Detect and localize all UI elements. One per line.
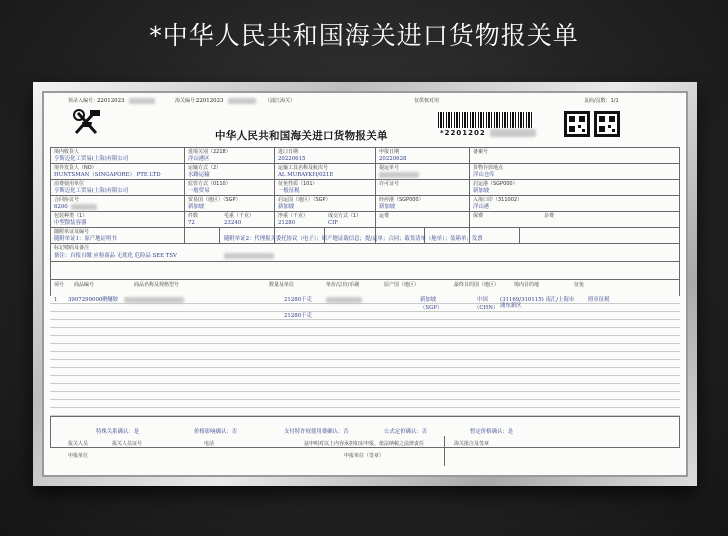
royalty-confirm: 支付特许权使用费确认：否 bbox=[284, 429, 349, 435]
license-label: 许可证号 bbox=[379, 181, 400, 187]
redacted-price bbox=[326, 297, 362, 303]
gross-weight-label: 毛重（千克） bbox=[224, 213, 255, 219]
form-title: 中华人民共和国海关进口货物报关单 bbox=[215, 130, 388, 142]
docs-value-2: 随附单证2：代理报关委托协议（电子）；原产地证载信息；提/运单；合同；载货清单（舱单）；装箱单；发票 bbox=[224, 236, 483, 242]
col-goods-name: 商品名称及规格型号 bbox=[134, 282, 180, 288]
gross-weight-value: 23240 bbox=[224, 220, 242, 226]
grid-line bbox=[50, 179, 680, 180]
supervision-label: 监管方式（0110） bbox=[188, 181, 231, 187]
goods-qty-2: 21280千克 bbox=[284, 313, 312, 319]
declare-unit-seal: 申报单位（签章） bbox=[344, 453, 385, 459]
deal-label: 成交方式（1） bbox=[328, 213, 362, 219]
transit-port-label: 经停港（SGP000） bbox=[379, 197, 424, 203]
import-date-label: 进口日期 bbox=[278, 149, 299, 155]
customs-declaration-form bbox=[44, 93, 686, 475]
col-destination: 最终目的国（地区） bbox=[454, 282, 500, 288]
pieces-label: 件数 bbox=[188, 213, 199, 219]
grid-line bbox=[50, 416, 680, 417]
docs-label: 随附单证及编号 bbox=[54, 229, 90, 235]
vessel-value: AL MURAYKH/021E bbox=[278, 172, 334, 178]
docs-value: 随附单证1：原产地证明书 bbox=[54, 236, 117, 242]
customs-emblem-icon bbox=[72, 109, 102, 137]
customs-name: （浦江海关） bbox=[265, 98, 296, 104]
temp-price: 暂定价格确认：是 bbox=[470, 429, 514, 435]
customs-no-label: 海关编号： bbox=[175, 98, 201, 104]
port-label: 启运港（SGP000） bbox=[473, 181, 518, 187]
origin-country-label: 启运国（地区）（SGP） bbox=[278, 197, 331, 203]
package-label: 包装种类（1） bbox=[54, 213, 88, 219]
redacted-contract bbox=[71, 204, 97, 210]
goods-dest-code: （CHN） bbox=[474, 305, 499, 311]
port-value: 新加坡 bbox=[473, 188, 490, 194]
price-impact: 价格影响确认：否 bbox=[194, 429, 238, 435]
special-relationship: 特殊关系确认：是 bbox=[96, 429, 140, 435]
marks-label: 标记唛码及备注 bbox=[54, 245, 90, 251]
redacted-barcode bbox=[490, 129, 536, 137]
transport-label: 运输方式（2） bbox=[188, 165, 222, 171]
storage-label: 货物存放地点 bbox=[473, 165, 504, 171]
grid-line bbox=[50, 447, 680, 448]
transport-value: 水路运输 bbox=[188, 172, 210, 178]
consignee-label: 境内收货人 bbox=[54, 149, 80, 155]
storage-value: 洋山仓库 bbox=[473, 172, 495, 178]
copy-note: 仅供核对用 bbox=[414, 98, 440, 104]
supervision-value: 一般贸易 bbox=[188, 188, 210, 194]
qr-code-icons bbox=[564, 111, 622, 137]
tax-label: 征免性质（101） bbox=[278, 181, 318, 187]
goods-domestic-dest: (31169/310115) 南汇/上海市 浦东新区 bbox=[500, 297, 575, 309]
formula-price: 公式定价确认：否 bbox=[384, 429, 428, 435]
vessel-label: 运输工具名称及航次号 bbox=[278, 165, 329, 171]
redacted-pre-entry bbox=[129, 98, 155, 104]
goods-origin-code: （SGP） bbox=[420, 305, 443, 311]
foreign-shipper-label: 境外发货人（NO） bbox=[54, 165, 97, 171]
redacted-marks bbox=[224, 253, 274, 259]
entry-place-value: 洋山港 bbox=[473, 204, 490, 210]
col-origin: 原产国（地区） bbox=[384, 282, 420, 288]
grid-line bbox=[184, 147, 185, 243]
transit-port-value: 新加坡 bbox=[379, 204, 396, 210]
net-weight-label: 净重（千克） bbox=[278, 213, 309, 219]
grid-line bbox=[219, 227, 220, 243]
page-headline: *中华人民共和国海关进口货物报关单 bbox=[149, 21, 579, 50]
contract-value: 6200 bbox=[54, 204, 68, 210]
grid-line bbox=[50, 227, 680, 228]
col-quantity: 数量及单位 bbox=[269, 282, 295, 288]
grid-line bbox=[50, 163, 680, 164]
grid-line bbox=[444, 436, 445, 466]
grid-line bbox=[50, 195, 680, 196]
tax-value: 一般征税 bbox=[278, 188, 300, 194]
net-weight-value: 21280 bbox=[278, 220, 296, 226]
entry-port-label: 进境关别（2218） bbox=[188, 149, 231, 155]
entry-place-label: 入境口岸（311002） bbox=[473, 197, 523, 203]
goods-code: 3907299000 bbox=[68, 297, 103, 303]
declare-unit-label: 申报单位 bbox=[68, 453, 89, 459]
goods-origin: 新加坡 bbox=[420, 297, 437, 303]
pre-entry-value: 22012023 bbox=[97, 98, 125, 104]
grid-line bbox=[50, 261, 680, 262]
contract-label: 合同协议号 bbox=[54, 197, 80, 203]
record-no-label: 备案号 bbox=[473, 149, 489, 155]
grid-line bbox=[469, 147, 470, 243]
consignee-value: 亨斯迈化工贸易(上海)有限公司 bbox=[54, 156, 129, 162]
barcode-text: *2201202 bbox=[440, 129, 486, 137]
goods-tax-mode: 照章征税 bbox=[588, 297, 610, 303]
declarant-label: 报关人员 bbox=[68, 441, 89, 447]
misc-label: 杂费 bbox=[544, 213, 555, 219]
origin-country-value: 新加坡 bbox=[278, 204, 295, 210]
freight-label: 运费 bbox=[379, 213, 390, 219]
declare-date-value: 20220628 bbox=[379, 156, 407, 162]
col-tax-mode: 征免 bbox=[574, 282, 585, 288]
frame-inner bbox=[42, 91, 688, 477]
import-date-value: 20220615 bbox=[278, 156, 306, 162]
grid-line bbox=[50, 279, 680, 280]
col-price: 单价/总价/币制 bbox=[326, 282, 360, 288]
declarant-cert-label: 报关人员证号 bbox=[112, 441, 143, 447]
grid-line bbox=[50, 211, 680, 212]
consumer-label: 消费使用单位 bbox=[54, 181, 85, 187]
goods-qty-1: 21280千克 bbox=[284, 297, 312, 303]
redacted-customs-no bbox=[228, 98, 256, 104]
consumer-value: 亨斯迈化工贸易(上海)有限公司 bbox=[54, 188, 129, 194]
goods-table-body bbox=[50, 296, 680, 416]
goods-dest: 中国 bbox=[477, 297, 488, 303]
entry-port-value: 洋山港区 bbox=[188, 156, 210, 162]
grid-line bbox=[375, 147, 376, 243]
col-commodity-code: 商品编号 bbox=[74, 282, 95, 288]
customs-no-value: 22012023 bbox=[196, 98, 224, 104]
grid-line bbox=[519, 227, 520, 243]
grid-line bbox=[50, 147, 680, 148]
grid-line bbox=[274, 147, 275, 243]
trade-country-label: 贸易国（地区）（SGP） bbox=[188, 197, 241, 203]
premium-label: 保费 bbox=[473, 213, 484, 219]
col-item-no: 项号 bbox=[54, 282, 65, 288]
legal-statement: 兹申明对以上内容承担如实申报、依法纳税之法律责任 bbox=[304, 441, 425, 447]
deal-value: CIF bbox=[328, 220, 338, 226]
foreign-shipper-value: HUNTSMAN（SINGAPORE） PTE LTD bbox=[54, 172, 161, 178]
pieces-value: 72 bbox=[188, 220, 195, 226]
goods-item-no: 1 bbox=[54, 297, 58, 303]
page-number: 页码/页数：1/1 bbox=[584, 98, 619, 104]
phone-label: 电话 bbox=[204, 441, 215, 447]
goods-name: 聚醚胺 bbox=[102, 297, 119, 303]
package-value: 中型散装容器 bbox=[54, 220, 87, 226]
trade-country-value: 新加坡 bbox=[188, 204, 205, 210]
customs-note-label: 海关批注及签章 bbox=[454, 441, 490, 447]
marks-value: 备注：自报自缴 应检商品 无底化 危险品 SEE TSV bbox=[54, 253, 177, 259]
redacted-goods-spec bbox=[124, 297, 184, 303]
pre-entry-label: 预录入编号： bbox=[68, 98, 99, 104]
col-domestic-dest: 境内目的地 bbox=[514, 282, 540, 288]
redacted-bl bbox=[379, 172, 419, 178]
declare-date-label: 申报日期 bbox=[379, 149, 400, 155]
display-frame bbox=[33, 82, 697, 486]
barcode bbox=[438, 112, 532, 128]
bl-label: 提运单号 bbox=[379, 165, 400, 171]
grid-line bbox=[50, 243, 680, 244]
